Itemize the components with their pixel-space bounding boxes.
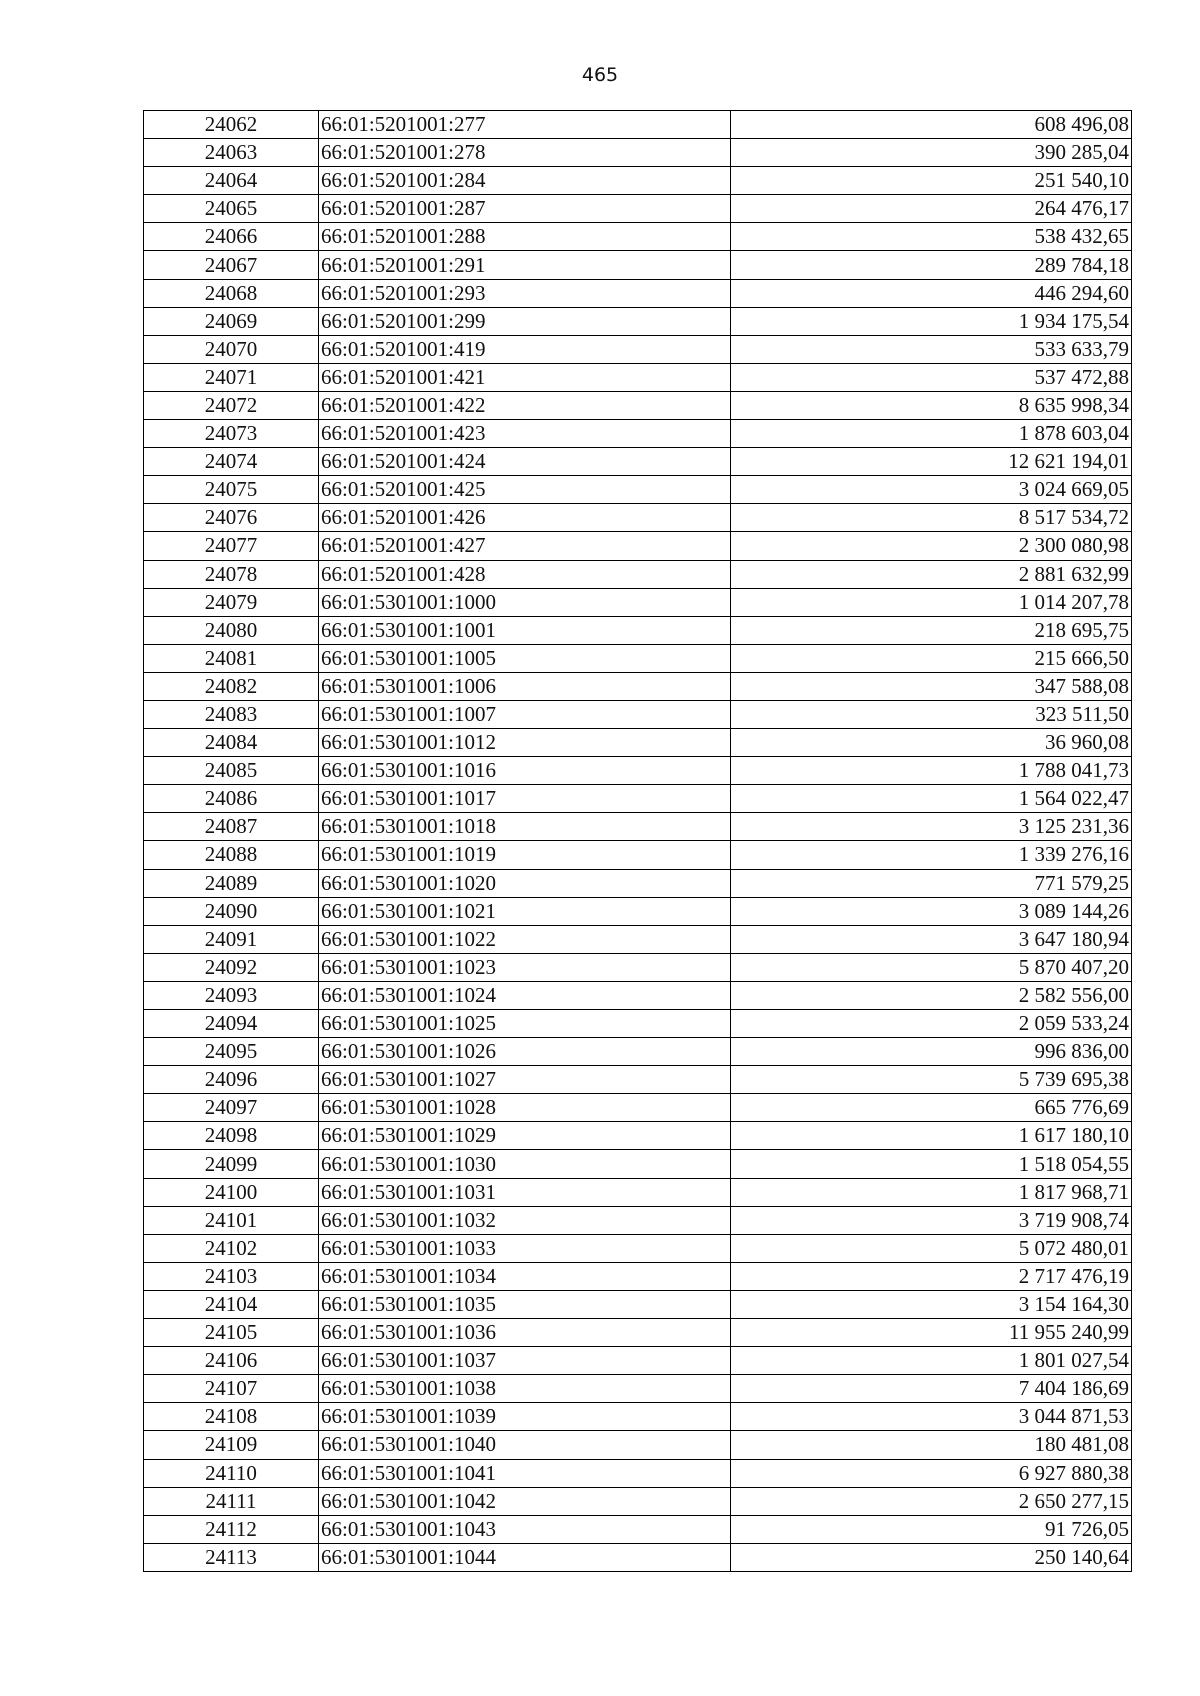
row-number-cell: 24087 xyxy=(144,813,319,841)
row-number-cell: 24097 xyxy=(144,1094,319,1122)
row-number-cell: 24081 xyxy=(144,644,319,672)
row-number-cell: 24069 xyxy=(144,307,319,335)
cadastral-number-cell: 66:01:5301001:1032 xyxy=(319,1206,731,1234)
table-row xyxy=(144,869,1132,897)
row-number-cell: 24077 xyxy=(144,532,319,560)
value-cell: 347 588,08 xyxy=(731,672,1132,700)
row-number-cell: 24084 xyxy=(144,729,319,757)
table-row xyxy=(144,841,1132,869)
row-number-cell: 24092 xyxy=(144,953,319,981)
row-number-cell: 24112 xyxy=(144,1515,319,1543)
value-cell: 3 044 871,53 xyxy=(731,1403,1132,1431)
row-number-cell: 24065 xyxy=(144,195,319,223)
value-cell: 91 726,05 xyxy=(731,1515,1132,1543)
cadastral-number-cell: 66:01:5301001:1020 xyxy=(319,869,731,897)
table-row xyxy=(144,700,1132,728)
table-row xyxy=(144,420,1132,448)
table-row xyxy=(144,363,1132,391)
cadastral-number-cell: 66:01:5301001:1029 xyxy=(319,1122,731,1150)
table-row xyxy=(144,504,1132,532)
cadastral-number-cell: 66:01:5201001:293 xyxy=(319,279,731,307)
table-row xyxy=(144,307,1132,335)
value-cell: 8 517 534,72 xyxy=(731,504,1132,532)
table-row xyxy=(144,111,1132,139)
value-cell: 2 059 533,24 xyxy=(731,1010,1132,1038)
cadastral-number-cell: 66:01:5201001:425 xyxy=(319,476,731,504)
value-cell: 1 788 041,73 xyxy=(731,757,1132,785)
table-row xyxy=(144,1375,1132,1403)
table-row xyxy=(144,672,1132,700)
value-cell: 11 955 240,99 xyxy=(731,1319,1132,1347)
row-number-cell: 24079 xyxy=(144,588,319,616)
table-row xyxy=(144,644,1132,672)
cadastral-number-cell: 66:01:5301001:1017 xyxy=(319,785,731,813)
value-cell: 1 518 054,55 xyxy=(731,1150,1132,1178)
table-row xyxy=(144,1319,1132,1347)
cadastral-number-cell: 66:01:5301001:1030 xyxy=(319,1150,731,1178)
value-cell: 996 836,00 xyxy=(731,1038,1132,1066)
cadastral-number-cell: 66:01:5201001:424 xyxy=(319,448,731,476)
row-number-cell: 24076 xyxy=(144,504,319,532)
value-cell: 8 635 998,34 xyxy=(731,391,1132,419)
row-number-cell: 24071 xyxy=(144,363,319,391)
table-row xyxy=(144,560,1132,588)
row-number-cell: 24099 xyxy=(144,1150,319,1178)
value-cell: 537 472,88 xyxy=(731,363,1132,391)
value-cell: 7 404 186,69 xyxy=(731,1375,1132,1403)
cadastral-number-cell: 66:01:5301001:1044 xyxy=(319,1543,731,1571)
value-cell: 1 339 276,16 xyxy=(731,841,1132,869)
table-row xyxy=(144,1150,1132,1178)
cadastral-number-cell: 66:01:5301001:1035 xyxy=(319,1290,731,1318)
table-row xyxy=(144,279,1132,307)
row-number-cell: 24080 xyxy=(144,616,319,644)
cadastral-number-cell: 66:01:5301001:1018 xyxy=(319,813,731,841)
table-row xyxy=(144,1487,1132,1515)
table-row xyxy=(144,1403,1132,1431)
cadastral-value-table xyxy=(143,110,1132,1572)
table-row xyxy=(144,1459,1132,1487)
cadastral-number-cell: 66:01:5301001:1022 xyxy=(319,925,731,953)
value-cell: 36 960,08 xyxy=(731,729,1132,757)
value-cell: 1 801 027,54 xyxy=(731,1347,1132,1375)
row-number-cell: 24103 xyxy=(144,1262,319,1290)
table-row xyxy=(144,897,1132,925)
cadastral-number-cell: 66:01:5301001:1043 xyxy=(319,1515,731,1543)
cadastral-number-cell: 66:01:5301001:1036 xyxy=(319,1319,731,1347)
table-row xyxy=(144,1010,1132,1038)
table-row xyxy=(144,1515,1132,1543)
value-cell: 533 633,79 xyxy=(731,335,1132,363)
value-cell: 1 014 207,78 xyxy=(731,588,1132,616)
value-cell: 250 140,64 xyxy=(731,1543,1132,1571)
cadastral-number-cell: 66:01:5201001:284 xyxy=(319,167,731,195)
cadastral-number-cell: 66:01:5201001:278 xyxy=(319,139,731,167)
value-cell: 2 582 556,00 xyxy=(731,981,1132,1009)
table-row xyxy=(144,1038,1132,1066)
cadastral-number-cell: 66:01:5201001:423 xyxy=(319,420,731,448)
row-number-cell: 24068 xyxy=(144,279,319,307)
cadastral-number-cell: 66:01:5301001:1033 xyxy=(319,1234,731,1262)
value-cell: 323 511,50 xyxy=(731,700,1132,728)
cadastral-number-cell: 66:01:5201001:287 xyxy=(319,195,731,223)
table-row xyxy=(144,785,1132,813)
table-row xyxy=(144,925,1132,953)
row-number-cell: 24063 xyxy=(144,139,319,167)
row-number-cell: 24113 xyxy=(144,1543,319,1571)
cadastral-number-cell: 66:01:5201001:288 xyxy=(319,223,731,251)
cadastral-number-cell: 66:01:5301001:1040 xyxy=(319,1431,731,1459)
table-row xyxy=(144,813,1132,841)
cadastral-number-cell: 66:01:5301001:1042 xyxy=(319,1487,731,1515)
value-cell: 538 432,65 xyxy=(731,223,1132,251)
row-number-cell: 24107 xyxy=(144,1375,319,1403)
value-cell: 12 621 194,01 xyxy=(731,448,1132,476)
value-cell: 215 666,50 xyxy=(731,644,1132,672)
row-number-cell: 24108 xyxy=(144,1403,319,1431)
table-row xyxy=(144,223,1132,251)
row-number-cell: 24096 xyxy=(144,1066,319,1094)
row-number-cell: 24066 xyxy=(144,223,319,251)
row-number-cell: 24075 xyxy=(144,476,319,504)
row-number-cell: 24082 xyxy=(144,672,319,700)
value-cell: 3 647 180,94 xyxy=(731,925,1132,953)
row-number-cell: 24091 xyxy=(144,925,319,953)
cadastral-number-cell: 66:01:5301001:1016 xyxy=(319,757,731,785)
row-number-cell: 24072 xyxy=(144,391,319,419)
cadastral-number-cell: 66:01:5201001:277 xyxy=(319,111,731,139)
value-cell: 1 878 603,04 xyxy=(731,420,1132,448)
row-number-cell: 24111 xyxy=(144,1487,319,1515)
row-number-cell: 24083 xyxy=(144,700,319,728)
cadastral-number-cell: 66:01:5201001:291 xyxy=(319,251,731,279)
row-number-cell: 24102 xyxy=(144,1234,319,1262)
table-row xyxy=(144,1347,1132,1375)
value-cell: 5 870 407,20 xyxy=(731,953,1132,981)
value-cell: 3 719 908,74 xyxy=(731,1206,1132,1234)
value-cell: 1 564 022,47 xyxy=(731,785,1132,813)
row-number-cell: 24110 xyxy=(144,1459,319,1487)
row-number-cell: 24100 xyxy=(144,1178,319,1206)
table-row xyxy=(144,588,1132,616)
table-row xyxy=(144,167,1132,195)
row-number-cell: 24098 xyxy=(144,1122,319,1150)
cadastral-number-cell: 66:01:5301001:1025 xyxy=(319,1010,731,1038)
cadastral-number-cell: 66:01:5301001:1005 xyxy=(319,644,731,672)
value-cell: 289 784,18 xyxy=(731,251,1132,279)
row-number-cell: 24085 xyxy=(144,757,319,785)
cadastral-number-cell: 66:01:5201001:419 xyxy=(319,335,731,363)
cadastral-number-cell: 66:01:5301001:1038 xyxy=(319,1375,731,1403)
row-number-cell: 24105 xyxy=(144,1319,319,1347)
cadastral-number-cell: 66:01:5301001:1024 xyxy=(319,981,731,1009)
table-row xyxy=(144,981,1132,1009)
page-number: 465 xyxy=(581,64,619,86)
cadastral-number-cell: 66:01:5301001:1031 xyxy=(319,1178,731,1206)
cadastral-number-cell: 66:01:5301001:1027 xyxy=(319,1066,731,1094)
value-cell: 5 072 480,01 xyxy=(731,1234,1132,1262)
cadastral-number-cell: 66:01:5301001:1021 xyxy=(319,897,731,925)
cadastral-number-cell: 66:01:5301001:1006 xyxy=(319,672,731,700)
value-cell: 218 695,75 xyxy=(731,616,1132,644)
table-row xyxy=(144,1234,1132,1262)
cadastral-number-cell: 66:01:5301001:1000 xyxy=(319,588,731,616)
row-number-cell: 24101 xyxy=(144,1206,319,1234)
row-number-cell: 24104 xyxy=(144,1290,319,1318)
table-row xyxy=(144,729,1132,757)
table-row xyxy=(144,532,1132,560)
value-cell: 2 717 476,19 xyxy=(731,1262,1132,1290)
cadastral-number-cell: 66:01:5201001:421 xyxy=(319,363,731,391)
cadastral-number-cell: 66:01:5201001:426 xyxy=(319,504,731,532)
cadastral-number-cell: 66:01:5301001:1039 xyxy=(319,1403,731,1431)
table-row xyxy=(144,1122,1132,1150)
cadastral-number-cell: 66:01:5301001:1041 xyxy=(319,1459,731,1487)
value-cell: 3 024 669,05 xyxy=(731,476,1132,504)
cadastral-number-cell: 66:01:5201001:422 xyxy=(319,391,731,419)
row-number-cell: 24109 xyxy=(144,1431,319,1459)
row-number-cell: 24088 xyxy=(144,841,319,869)
cadastral-number-cell: 66:01:5301001:1023 xyxy=(319,953,731,981)
row-number-cell: 24078 xyxy=(144,560,319,588)
value-cell: 390 285,04 xyxy=(731,139,1132,167)
cadastral-number-cell: 66:01:5301001:1012 xyxy=(319,729,731,757)
row-number-cell: 24062 xyxy=(144,111,319,139)
value-cell: 1 617 180,10 xyxy=(731,1122,1132,1150)
table-body xyxy=(144,111,1132,1572)
value-cell: 1 817 968,71 xyxy=(731,1178,1132,1206)
table-row xyxy=(144,335,1132,363)
value-cell: 665 776,69 xyxy=(731,1094,1132,1122)
table-row xyxy=(144,757,1132,785)
value-cell: 3 125 231,36 xyxy=(731,813,1132,841)
table-row xyxy=(144,251,1132,279)
row-number-cell: 24070 xyxy=(144,335,319,363)
table-row xyxy=(144,1543,1132,1571)
cadastral-number-cell: 66:01:5201001:428 xyxy=(319,560,731,588)
table-row xyxy=(144,1431,1132,1459)
row-number-cell: 24073 xyxy=(144,420,319,448)
row-number-cell: 24086 xyxy=(144,785,319,813)
cadastral-number-cell: 66:01:5301001:1037 xyxy=(319,1347,731,1375)
value-cell: 3 154 164,30 xyxy=(731,1290,1132,1318)
cadastral-number-cell: 66:01:5301001:1007 xyxy=(319,700,731,728)
table-row xyxy=(144,616,1132,644)
table-row xyxy=(144,1066,1132,1094)
cadastral-number-cell: 66:01:5301001:1034 xyxy=(319,1262,731,1290)
row-number-cell: 24064 xyxy=(144,167,319,195)
cadastral-number-cell: 66:01:5201001:427 xyxy=(319,532,731,560)
table-row xyxy=(144,391,1132,419)
row-number-cell: 24095 xyxy=(144,1038,319,1066)
cadastral-number-cell: 66:01:5301001:1001 xyxy=(319,616,731,644)
cadastral-number-cell: 66:01:5301001:1026 xyxy=(319,1038,731,1066)
value-cell: 2 881 632,99 xyxy=(731,560,1132,588)
row-number-cell: 24067 xyxy=(144,251,319,279)
table-row xyxy=(144,1178,1132,1206)
value-cell: 446 294,60 xyxy=(731,279,1132,307)
row-number-cell: 24089 xyxy=(144,869,319,897)
cadastral-number-cell: 66:01:5201001:299 xyxy=(319,307,731,335)
cadastral-number-cell: 66:01:5301001:1019 xyxy=(319,841,731,869)
table-row xyxy=(144,476,1132,504)
table-row xyxy=(144,195,1132,223)
table-row xyxy=(144,1206,1132,1234)
table-row xyxy=(144,953,1132,981)
value-cell: 264 476,17 xyxy=(731,195,1132,223)
table-row xyxy=(144,1290,1132,1318)
table-row xyxy=(144,448,1132,476)
value-cell: 5 739 695,38 xyxy=(731,1066,1132,1094)
value-cell: 3 089 144,26 xyxy=(731,897,1132,925)
row-number-cell: 24093 xyxy=(144,981,319,1009)
table-row xyxy=(144,1262,1132,1290)
table-row xyxy=(144,1094,1132,1122)
value-cell: 771 579,25 xyxy=(731,869,1132,897)
value-cell: 180 481,08 xyxy=(731,1431,1132,1459)
value-cell: 2 650 277,15 xyxy=(731,1487,1132,1515)
row-number-cell: 24074 xyxy=(144,448,319,476)
row-number-cell: 24090 xyxy=(144,897,319,925)
row-number-cell: 24106 xyxy=(144,1347,319,1375)
table-row xyxy=(144,139,1132,167)
cadastral-number-cell: 66:01:5301001:1028 xyxy=(319,1094,731,1122)
value-cell: 1 934 175,54 xyxy=(731,307,1132,335)
row-number-cell: 24094 xyxy=(144,1010,319,1038)
value-cell: 2 300 080,98 xyxy=(731,532,1132,560)
value-cell: 6 927 880,38 xyxy=(731,1459,1132,1487)
value-cell: 251 540,10 xyxy=(731,167,1132,195)
value-cell: 608 496,08 xyxy=(731,111,1132,139)
